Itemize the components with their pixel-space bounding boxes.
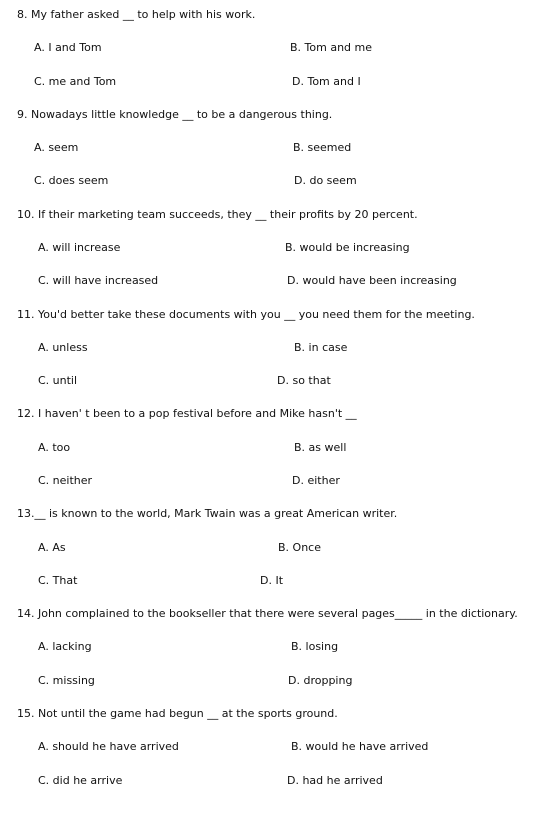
question-8-stem: 8. My father asked __ to help with his work. — [17, 8, 256, 21]
question-12-option-d: D. either — [292, 474, 340, 487]
question-11-option-a: A. unless — [38, 341, 88, 354]
question-13-option-c: C. That — [38, 574, 78, 587]
question-11-option-d: D. so that — [277, 374, 331, 387]
question-10-option-c: C. will have increased — [38, 274, 159, 287]
question-15-stem: 15. Not until the game had begun __ at the sports ground. — [17, 707, 338, 720]
question-14-option-b: B. losing — [291, 640, 339, 653]
question-8-option-c: C. me and Tom — [34, 75, 117, 88]
question-8-option-a: A. I and Tom — [34, 41, 102, 54]
question-14-option-d: D. dropping — [288, 674, 353, 687]
question-13-option-a: A. As — [38, 541, 66, 554]
question-10-stem: 10. If their marketing team succeeds, they __ their profits by 20 percent. — [17, 208, 418, 221]
question-9-option-b: B. seemed — [293, 141, 352, 154]
question-10-option-a: A. will increase — [38, 241, 121, 254]
question-9-option-c: C. does seem — [34, 174, 109, 187]
question-10-option-d: D. would have been increasing — [287, 274, 457, 287]
question-14-option-a: A. lacking — [38, 640, 92, 653]
question-15-option-a: A. should he have arrived — [38, 740, 179, 753]
question-13-option-d: D. It — [260, 574, 284, 587]
question-13-stem: 13.__ is known to the world, Mark Twain was a great American writer. — [17, 507, 398, 520]
question-10-option-b: B. would be increasing — [285, 241, 410, 254]
question-12-option-c: C. neither — [38, 474, 93, 487]
question-14-stem: 14. John complained to the bookseller that there were several pages_____ in the dictionary. — [17, 607, 518, 620]
question-8-option-b: B. Tom and me — [290, 41, 373, 54]
question-11-option-b: B. in case — [294, 341, 348, 354]
question-11-stem: 11. You'd better take these documents with you __ you need them for the meeting. — [17, 308, 475, 321]
question-13-option-b: B. Once — [278, 541, 321, 554]
question-15-option-d: D. had he arrived — [287, 774, 383, 787]
question-11-option-c: C. until — [38, 374, 78, 387]
question-12-option-a: A. too — [38, 441, 71, 454]
question-15-option-b: B. would he have arrived — [291, 740, 429, 753]
question-8-option-d: D. Tom and I — [292, 75, 361, 88]
question-14-option-c: C. missing — [38, 674, 95, 687]
question-9-stem: 9. Nowadays little knowledge __ to be a dangerous thing. — [17, 108, 333, 121]
question-15-option-c: C. did he arrive — [38, 774, 123, 787]
question-9-option-d: D. do seem — [294, 174, 357, 187]
question-12-option-b: B. as well — [294, 441, 347, 454]
question-9-option-a: A. seem — [34, 141, 79, 154]
question-12-stem: 12. I haven' t been to a pop festival before and Mike hasn't __ — [17, 407, 357, 420]
